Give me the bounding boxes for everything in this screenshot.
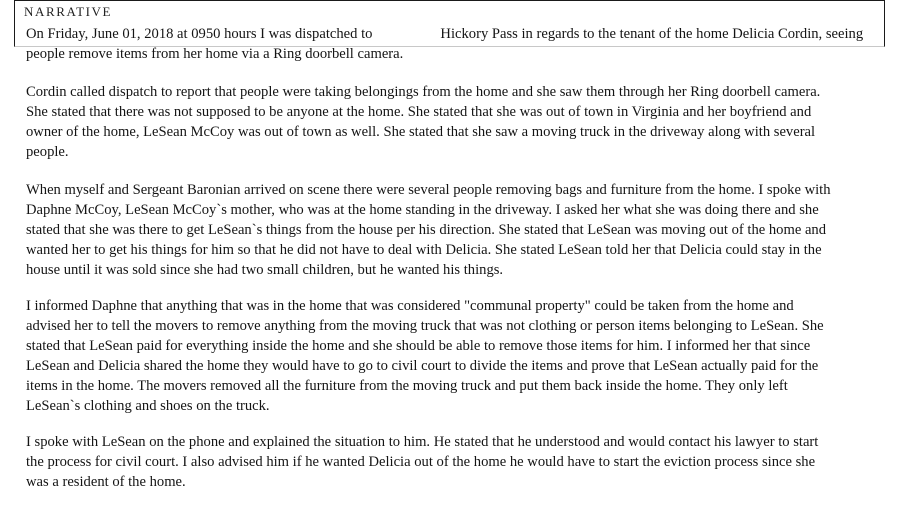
text-line: LeSean`s clothing and shoes on the truck.: [26, 398, 270, 414]
text-line: When myself and Sergeant Baronian arrived on scene there were several people removing bags and furniture from the home. I spoke with: [26, 182, 831, 198]
paragraph-call: [26, 82, 878, 162]
text-segment: Hickory Pass in regards to the tenant of the home Delicia Cordin, seeing: [440, 26, 864, 42]
text-line: I spoke with LeSean on the phone and explained the situation to him. He stated that he understood and would contact his lawyer to start: [26, 434, 819, 450]
text-line: She stated that there was not supposed to be anyone at the home. She stated that she was out of town in Virginia and her boyfriend and: [26, 104, 812, 120]
text-line: owner of the home, LeSean McCoy was out of town as well. She stated that she saw a moving truck in the driveway along with several: [26, 124, 816, 140]
text-line: items in the home. The movers removed all the furniture from the moving truck and put them back inside the home. They only left: [26, 378, 788, 394]
text-line: I informed Daphne that anything that was in the home that was considered "communal property" could be taken from the home and: [26, 298, 794, 314]
text-line: wanted her to get his things for him so that he did not have to deal with Delicia. She stated LeSean told her that Delicia could stay in the: [26, 242, 822, 258]
text-line: house until it was sold since she had two small children, but he wanted his things.: [26, 262, 504, 278]
text-line: stated that LeSean paid for everything inside the home and she should be able to remove those items for him. I informed her that since: [26, 338, 811, 354]
text-line: people remove items from her home via a Ring doorbell camera.: [26, 46, 404, 62]
paragraph-arrival: [26, 180, 878, 280]
text-line: stated that she was there to get LeSean`s things from the house per his direction. She stated that LeSean was moving out of the home and: [26, 222, 827, 238]
text-line: LeSean and Delicia shared the home they would have to go to civil court to divide the items and prove that LeSean actually paid for the: [26, 358, 819, 374]
paragraph-informed: [26, 296, 878, 416]
paragraph-phone-call: [26, 432, 878, 492]
text-line: was a resident of the home.: [26, 474, 186, 490]
section-label: NARRATIVE: [24, 4, 113, 19]
text-line: advised her to tell the movers to remove anything from the moving truck that was not clothing or person items belonging to LeSean. She: [26, 318, 824, 334]
paragraph-dispatch: [26, 24, 878, 64]
text-line: Cordin called dispatch to report that people were taking belongings from the home and she saw them through her Ring doorbell camera.: [26, 84, 821, 100]
text-segment: On Friday, June 01, 2018 at 0950 hours I was dispatched to: [26, 26, 373, 42]
text-line: the process for civil court. I also advised him if he wanted Delicia out of the home he would have to start the eviction process since she: [26, 454, 816, 470]
text-line: [26, 24, 878, 44]
text-line: Daphne McCoy, LeSean McCoy`s mother, who was at the home standing in the driveway. I asked her what she was doing there and she: [26, 202, 819, 218]
text-line: people.: [26, 144, 69, 160]
